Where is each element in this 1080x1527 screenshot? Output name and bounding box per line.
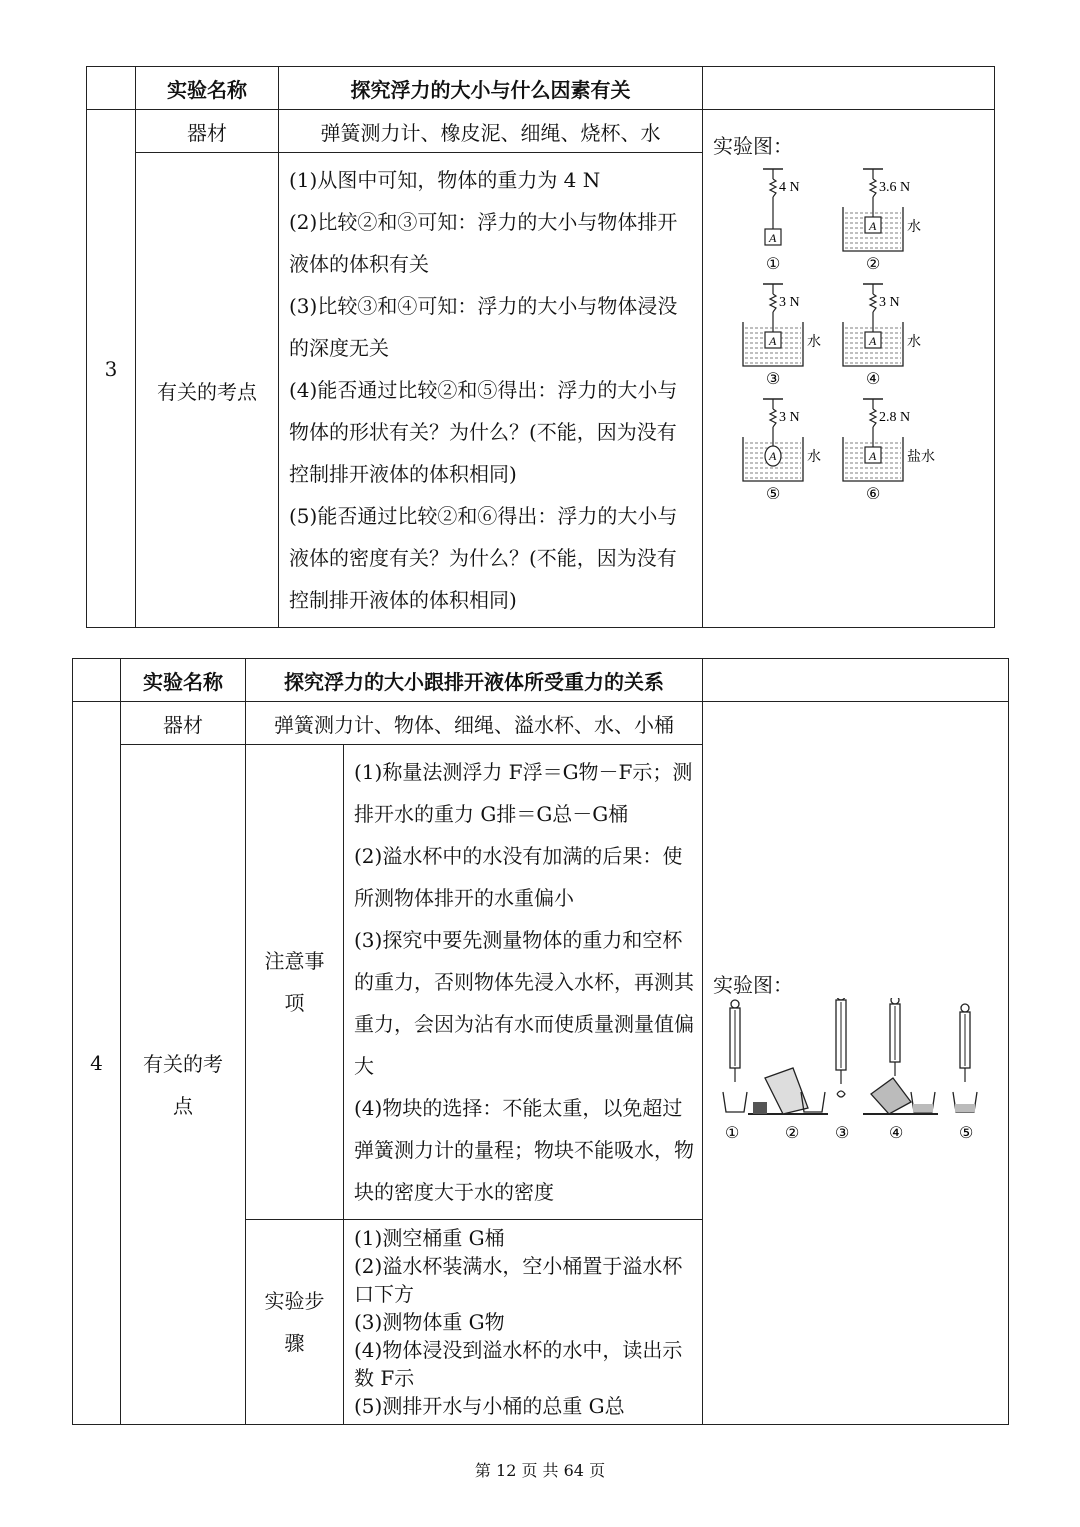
liquid-label: 水: [807, 335, 821, 350]
note-item: (1)称量法测浮力 F浮＝G物－F示；测排开水的重力 G排＝G总－G桶: [354, 760, 693, 826]
block-label: A: [769, 334, 777, 348]
equip-value: 弹簧测力计、橡皮泥、细绳、烧杯、水: [279, 110, 703, 153]
step-3-figure: [836, 998, 846, 1097]
header-empty-cell: [703, 67, 995, 110]
liquid-label: 水: [907, 335, 921, 350]
row-index: 3: [87, 110, 136, 628]
equip-label: 器材: [121, 702, 246, 745]
figure-number: ①: [725, 1124, 740, 1142]
step-4-figure: [863, 998, 938, 1114]
liquid-label: 盐水: [907, 450, 935, 465]
experiment-table-3: [86, 66, 995, 628]
overflow-cup-diagram: [713, 998, 993, 1158]
figure-number: ②: [785, 1124, 800, 1142]
buoyancy-diagram: [713, 159, 983, 499]
scale-reading: 3 N: [779, 295, 800, 310]
block-label: A: [769, 231, 777, 245]
setup-6: [843, 399, 935, 499]
setup-number: ①: [766, 256, 781, 273]
step-item: (2)溢水杯装满水，空小桶置于溢水杯口下方: [354, 1254, 683, 1306]
point-item: (4)能否通过比较②和⑤得出：浮力的大小与物体的形状有关？为什么？(不能，因为没有控制排开液体的体积相同): [289, 378, 678, 486]
setup-number: ④: [866, 371, 881, 388]
header-index-cell: [87, 67, 136, 110]
note-item: (2)溢水杯中的水没有加满的后果：使所测物体排开的水重偏小: [354, 844, 683, 910]
name-value: 探究浮力的大小与什么因素有关: [279, 67, 703, 110]
name-label: 实验名称: [121, 659, 246, 702]
notes-label: 注意事项: [246, 745, 344, 1220]
note-item: (3)探究中要先测量物体的重力和空杯的重力，否则物体先浸入水杯，再测其重力，会因为沾有水而使质量测量值偏大: [354, 928, 694, 1078]
step-item: (3)测物体重 G物: [354, 1310, 505, 1334]
block-label: A: [869, 219, 877, 233]
notes-list: [344, 745, 703, 1220]
setup-number: ⑥: [866, 486, 881, 499]
row-index: 4: [73, 702, 121, 1425]
step-item: (4)物体浸没到溢水杯的水中，读出示数 F示: [354, 1338, 683, 1390]
scale-reading: 2.8 N: [879, 410, 911, 425]
note-item: (4)物块的选择：不能太重，以免超过弹簧测力计的量程；物块不能吸水，物块的密度大于水的密度: [354, 1096, 694, 1204]
figure-number: ③: [835, 1124, 850, 1142]
figure-cell: [703, 702, 1009, 1425]
setup-number: ⑤: [766, 486, 781, 499]
figure-number: ⑤: [959, 1124, 974, 1142]
setup-2: [843, 169, 921, 273]
name-label: 实验名称: [136, 67, 279, 110]
steps-label: 实验步骤: [246, 1220, 344, 1425]
point-item: (2)比较②和③可知：浮力的大小与物体排开液体的体积有关: [289, 210, 678, 276]
header-index-cell: [73, 659, 121, 702]
setup-5: [743, 399, 821, 499]
scale-reading: 4 N: [779, 180, 800, 195]
header-empty-cell: [703, 659, 1009, 702]
page-footer: 第 12 页 共 64 页: [474, 1461, 606, 1480]
step-2-figure: [748, 1068, 828, 1114]
liquid-label: 水: [907, 220, 921, 235]
figure-label: 实验图：: [713, 972, 793, 997]
figure-number: ④: [889, 1124, 904, 1142]
setup-4: [843, 284, 921, 388]
steps-list: [344, 1220, 703, 1425]
point-item: (1)从图中可知，物体的重力为 4 N: [289, 168, 601, 192]
points-label: 有关的考点: [136, 153, 279, 628]
block-label: A: [869, 334, 877, 348]
points-list: [279, 153, 703, 628]
point-item: (5)能否通过比较②和⑥得出：浮力的大小与液体的密度有关？为什么？(不能，因为没有控制排开液体的体积相同): [289, 504, 678, 612]
scale-reading: 3 N: [779, 410, 800, 425]
setup-number: ③: [766, 371, 781, 388]
liquid-label: 水: [807, 450, 821, 465]
step-item: (5)测排开水与小桶的总重 G总: [354, 1394, 625, 1418]
setup-3: [743, 284, 821, 388]
block-label: A: [769, 449, 777, 463]
points-label: 有关的考点: [121, 745, 246, 1425]
equip-value: 弹簧测力计、物体、细绳、溢水杯、水、小桶: [246, 702, 703, 745]
name-value: 探究浮力的大小跟排开液体所受重力的关系: [246, 659, 703, 702]
scale-reading: 3 N: [879, 295, 900, 310]
figure-cell: [703, 110, 995, 628]
scale-reading: 3.6 N: [879, 180, 911, 195]
point-item: (3)比较③和④可知：浮力的大小与物体浸没的深度无关: [289, 294, 678, 360]
step-5-figure: [953, 1004, 977, 1112]
step-item: (1)测空桶重 G桶: [354, 1226, 505, 1250]
block-label: A: [869, 449, 877, 463]
step-1-figure: [723, 1000, 747, 1112]
experiment-table-4: [72, 658, 1009, 1425]
setup-number: ②: [866, 256, 881, 273]
equip-label: 器材: [136, 110, 279, 153]
figure-label: 实验图：: [713, 134, 793, 158]
setup-1: [763, 169, 800, 273]
